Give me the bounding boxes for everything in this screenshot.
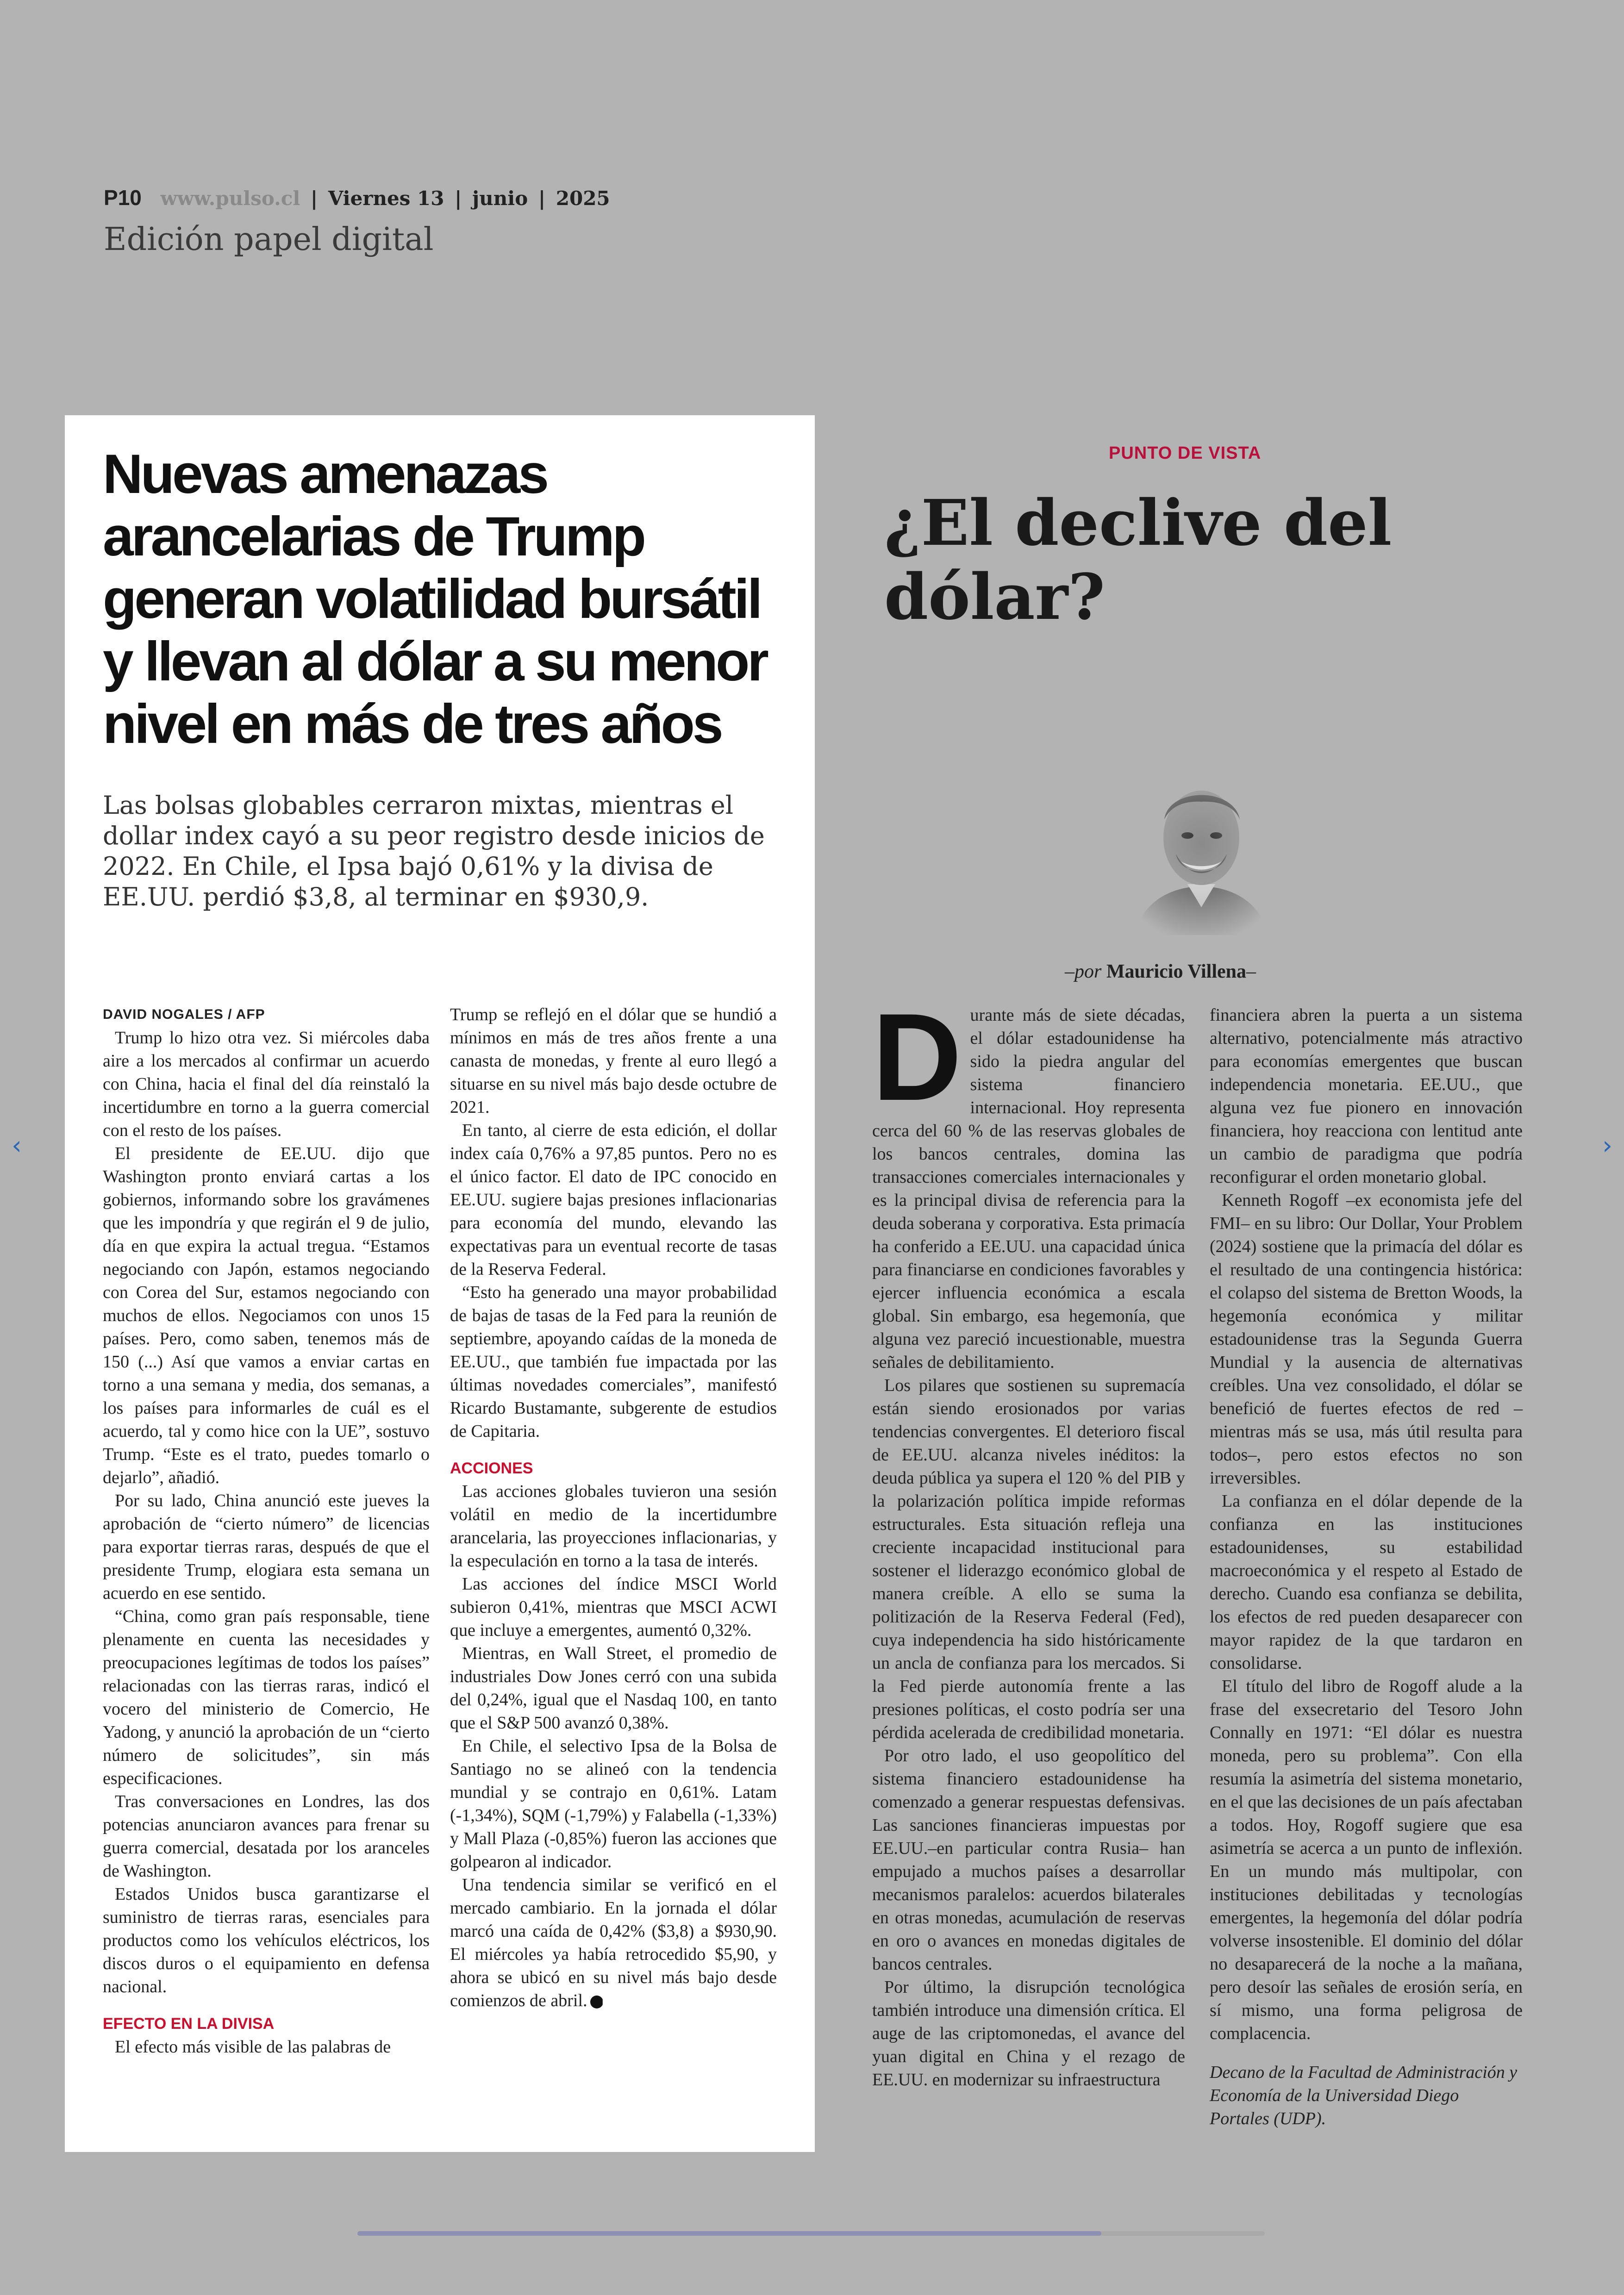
- opinion-column-2: [1210, 1004, 1523, 2130]
- article-paragraph: En tanto, al cierre de esta edición, el dollar index caía 0,76% a 97,85 puntos. Pero no es el único factor. El dato de IPC conocido en EE.UU. sugiere bajas presiones inflacionarias para economía del mundo, elevando las expectativas para un eventual recorte de tasas de la Reserva Federal.: [450, 1121, 777, 1279]
- article-paragraph: Las acciones del índice MSCI World subieron 0,41%, mientras que MSCI ACWI que incluye a emergentes, aumentó 0,32%.: [450, 1574, 777, 1640]
- page-number: P10: [104, 186, 142, 210]
- article-paragraph: El efecto más visible de las palabras de: [115, 2037, 391, 2057]
- chevron-right-icon[interactable]: ›: [1602, 1131, 1612, 1160]
- article-paragraph: Estados Unidos busca garantizarse el suministro de tierras raras, esenciales para productos como los vehículos eléctricos, los discos duros o el equipamiento en defensa nacional.: [103, 1884, 430, 1996]
- opinion-paragraph: Por otro lado, el uso geopolítico del sistema financiero estadounidense ha comenzado a generar respuestas defensivas. Las sanciones financieras impuestas por EE.UU.–en particular contra Rusia– han empujado a muchos países a desarrollar mecanismos paralelos: acuerdos bilaterales en otras monedas, acumulación de reservas en oro o avances en monedas digitales de bancos centrales.: [872, 1746, 1185, 1974]
- end-mark-icon: P: [590, 1996, 603, 2008]
- article-paragraph: Las acciones globales tuvieron una sesión volátil en medio de la incertidumbre arancelaria, las proyecciones inflacionarias, y la especulación en torno a la tasa de interés.: [450, 1482, 777, 1571]
- chevron-left-icon[interactable]: ‹: [12, 1131, 22, 1160]
- article-paragraph: En Chile, el selectivo Ipsa de la Bolsa de Santiago no se alineó con la tendencia mundial y se contrajo en 0,61%. Latam (-1,34%), SQM (-1,79%) y Falabella (-1,33%) y Mall Plaza (-0,85%) fueron las acciones que golpearon al indicador.: [450, 1736, 777, 1871]
- article-paragraph: Por su lado, China anunció este jueves la aprobación de “cierto número” de licencias para exportar tierras raras, después de que el presidente Trump, elogiara esta semana un acuerdo en ese sentido.: [103, 1491, 430, 1603]
- scroll-progress-fill: [357, 2231, 1101, 2236]
- article-paragraph: “Esto ha generado una mayor probabilidad de bajas de tasas de la Fed para la reunión de septiembre, apoyando caídas de la moneda de EE.UU., que también fue impactada por las últimas novedades comerciales”, manifestó Ricardo Bustamante, subgerente de estudios de Capitaria.: [450, 1283, 777, 1441]
- opinion-paragraph: Los pilares que sostienen su supremacía están siendo erosionados por varias tendencias convergentes. El deterioro fiscal de EE.UU. alcanza niveles inéditos: la deuda pública ya supera el 120 % del PIB y la polarización política impide reformas estructurales. Esta situación refleja una creciente incapacidad institucional para sostener el liderazgo económico global de manera creíble. A ello se suma la politización de la Reserva Federal (Fed), cuya independencia ha sido históricamente un ancla de confianza para los mercados. Si la Fed pierde autonomía frente a las presiones políticas, el costo podría ser una pérdida acelerada de credibilidad monetaria.: [872, 1376, 1185, 1742]
- date-year: 2025: [556, 187, 610, 210]
- opinion-paragraph: El título del libro de Rogoff alude a la frase del exsecretario del Tesoro John Connally en 1971: “El dólar es nuestra moneda, pero su problema”. Con ella resumía la asimetría del sistema monetario, en el que las decisiones de un país afectaban a todos. Hoy, Rogoff sugiere que esa asimetría se acerca a un punto de inflexión. En un mundo más multipolar, con instituciones debilitadas y tecnologías emergentes, la hegemonía del dólar podría volverse insostenible. El dominio del dólar no desaparecerá de la noche a la mañana, pero desoír las señales de erosión sería, en sí mismo, una forma peligrosa de complacencia.: [1210, 1677, 1523, 2043]
- article-paragraph: El presidente de EE.UU. dijo que Washington pronto enviará cartas a los gobiernos, informando sobre los gravámenes que les impondría y que regirán el 9 de julio, día en que expira la actual tregua. “Estamos negociando con Japón, estamos negociando con Corea del Sur, estamos negociando con muchos de ellos. Negociamos con unos 15 países. Pero, como saben, tenemos más de 150 (...) Así que vamos a enviar cartas en torno a una semana y media, dos semanas, a los países para informarles de cuál es el acuerdo, tal y como hice con la UE”, sostuvo Trump. “Este es el trato, puedes tomarlo o dejarlo”, añadió.: [103, 1144, 430, 1487]
- article-paragraph: Trump lo hizo otra vez. Si miércoles daba aire a los mercados al confirmar un acuerdo con China, hacia el final del día reinstaló la incertidumbre en torno a la guerra comercial con el resto de los países.: [103, 1028, 430, 1140]
- author-name: Mauricio Villena: [1106, 961, 1247, 982]
- page-header: [104, 185, 752, 258]
- opinion-column-1: [872, 987, 1185, 2130]
- opinion-paragraph: financiera abren la puerta a un sistema alternativo, potencialmente más atractivo para economías emergentes que buscan independencia monetaria. EE.UU., que alguna vez fue pionero en innovación financiera, hoy reacciona con lentitud ante un cambio de paradigma que podría reconfigurar el orden monetario global.: [1210, 1005, 1523, 1187]
- article-body: [103, 1003, 777, 2058]
- opinion-first-paragraph: Durante más de siete décadas, el dólar estadounidense ha sido la piedra angular del sistema financiero internacional. Hoy representa cerca del 60 % de las reservas globales de los bancos centrales, domina las transacciones comerciales internacionales y es la principal divisa de referencia para la deuda soberana y corporativa. Esta primacía ha conferido a EE.UU. una capacidad única para financiarse en condiciones favorables y ejercer influencia económica a escala global. Sin embargo, esa hegemonía, que alguna vez pareció incuestionable, muestra señales de debilitamiento.: [872, 987, 1185, 1372]
- author-signature: Decano de la Facultad de Administración y Economía de la Universidad Diego Portales (UDP).: [1210, 2063, 1518, 2128]
- dropcap-letter: D: [872, 987, 962, 1126]
- section-subhead: EFECTO EN LA DIVISA: [103, 2015, 275, 2033]
- scroll-progress-bar[interactable]: [357, 2231, 1265, 2236]
- date-month: junio: [472, 187, 528, 210]
- article-column-1: [103, 1003, 430, 2058]
- article-headline: Nuevas amenazas arancelarias de Trump generan volatilidad bursátil y llevan al dólar a su menor nivel en más de tres años: [103, 443, 767, 755]
- article-paragraph: “China, como gran país responsable, tiene plenamente en cuenta las necesidades y preocupaciones legítimas de todos los países” relacionadas con las tierras raras, indicó el vocero del ministerio de Comercio, He Yadong, y anunció la aprobación de un “cierto número de solicitudes”, sin más especificaciones.: [103, 1607, 430, 1788]
- article-column-2: [450, 1003, 777, 2058]
- article-paragraph: Mientras, en Wall Street, el promedio de industriales Dow Jones cerró con una subida del 0,24%, igual que el Nasdaq 100, en tanto que el S&P 500 avanzó 0,38%.: [450, 1644, 777, 1733]
- opinion-paragraph: Por último, la disrupción tecnológica también introduce una dimensión crítica. El auge de las criptomonedas, el avance del yuan digital en China y el rezago de EE.UU. en modernizar su infraestructura: [872, 1977, 1185, 2089]
- page-info-line: P10 www.pulso.cl | Viernes 13 | junio | 2025: [104, 186, 610, 210]
- opinion-paragraph: Kenneth Rogoff –ex economista jefe del FMI– en su libro: Our Dollar, Your Problem (2024) sostiene que la primacía del dólar es el resultado de una contingencia histórica: el colapso del sistema de Bretton Woods, la hegemonía económica y militar estadounidense tras la Segunda Guerra Mundial y la ausencia de alternativas creíbles. Una vez consolidado, el dólar se benefició de fuertes efectos de red –mientras más se usa, más útil resulta para todos–, pero estos efectos no son irreversibles.: [1210, 1191, 1523, 1488]
- article-paragraph: Tras conversaciones en Londres, las dos potencias anunciaron avances para frenar su guerra comercial, desatada por los aranceles de Washington.: [103, 1792, 430, 1881]
- website-link[interactable]: www.pulso.cl: [160, 187, 300, 210]
- article-paragraph: Trump se reflejó en el dólar que se hundió a mínimos en más de tres años frente a una canasta de monedas, y frente al euro llegó a situarse en su nivel más bajo desde octubre de 2021.: [450, 1005, 777, 1117]
- author-portrait: [1125, 768, 1278, 935]
- author-byline: –por Mauricio Villena–: [1065, 961, 1256, 982]
- author-photo-illustration: [1125, 768, 1278, 935]
- opinion-kicker: PUNTO DE VISTA: [1109, 443, 1262, 463]
- opinion-body: [872, 987, 1523, 2130]
- article-dek: Las bolsas globables cerraron mixtas, mientras el dollar index cayó a su peor registro desde inicios de 2022. En Chile, el Ipsa bajó 0,61% y la divisa de EE.UU. perdió $3,8, al terminar en $930,9.: [103, 791, 765, 911]
- section-subhead: ACCIONES: [450, 1459, 533, 1477]
- date-day: Viernes 13: [328, 187, 444, 210]
- opinion-paragraph: La confianza en el dólar depende de la confianza en las instituciones estadounidenses, su estabilidad macroeconómica y el respeto al Estado de derecho. Cuando esa confianza se debilita, los efectos de red pueden desaparecer con mayor rapidez de la que tardaron en consolidarse.: [1210, 1491, 1523, 1673]
- opinion-title: ¿El declive del dólar?: [884, 486, 1392, 634]
- article-byline: DAVID NOGALES / AFP: [103, 1007, 265, 1022]
- main-article-card: [65, 415, 815, 2152]
- edition-label: Edición papel digital: [104, 221, 434, 258]
- article-paragraph-last: Una tendencia similar se verificó en el mercado cambiario. En la jornada el dólar marcó una caída de 0,42% ($3,8) a $930,90. El miércoles ya había retrocedido $5,90, y ahora se ubicó en su nivel más bajo desde comienzos de abril. P: [450, 1875, 777, 2010]
